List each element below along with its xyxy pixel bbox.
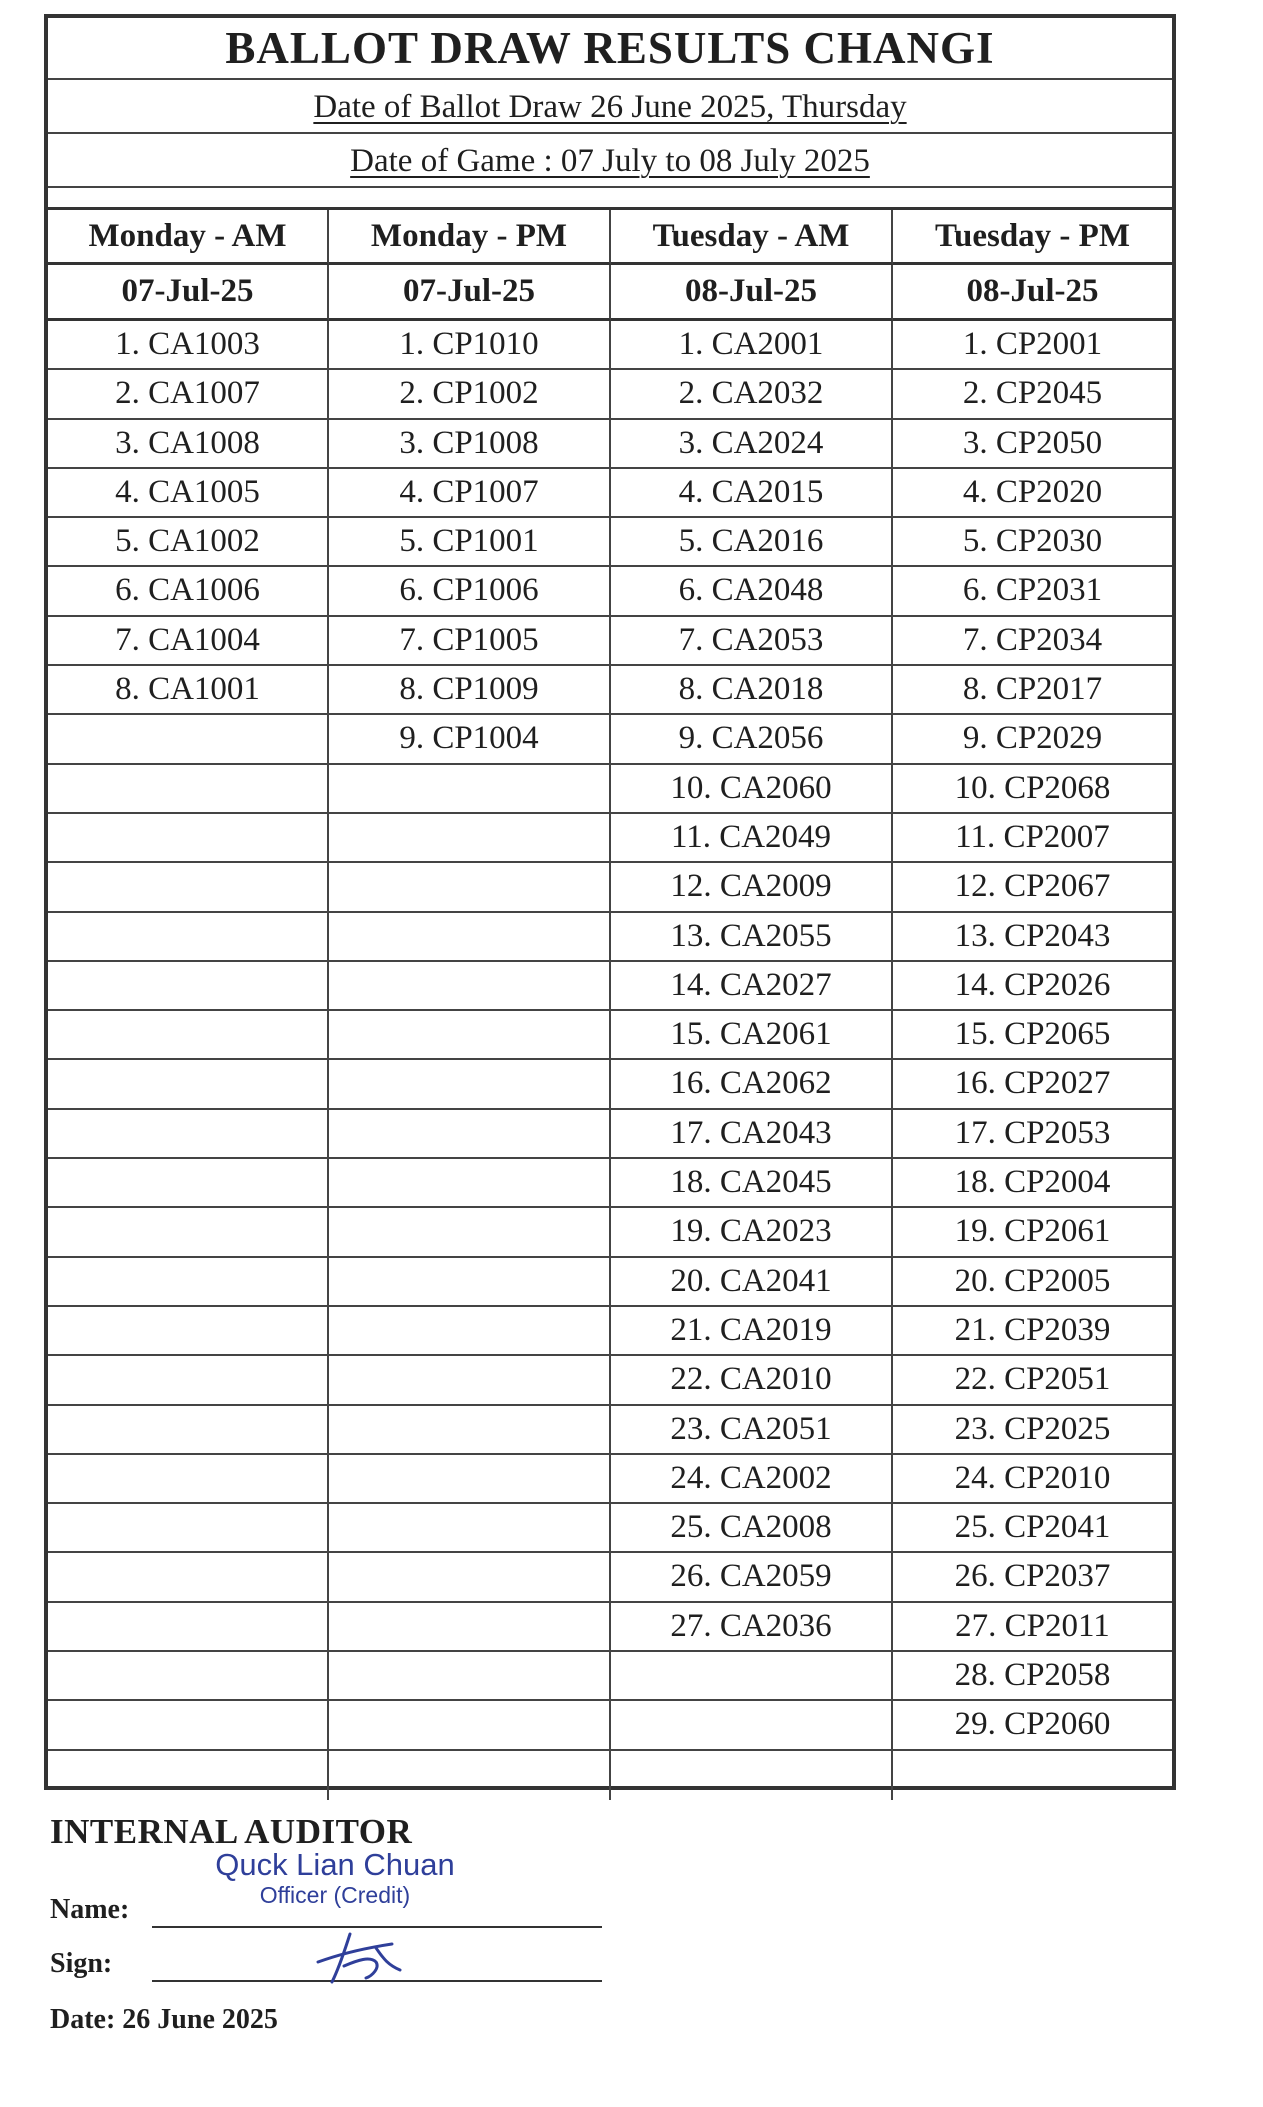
ballot-entry: 2. CA2032 bbox=[611, 370, 893, 419]
ballot-entry: 14. CP2026 bbox=[893, 962, 1172, 1011]
empty-cell bbox=[48, 1701, 329, 1750]
ballot-entry: 3. CA2024 bbox=[611, 420, 893, 469]
ballot-entry: 27. CP2011 bbox=[893, 1603, 1172, 1652]
ballot-entry: 26. CP2037 bbox=[893, 1553, 1172, 1602]
empty-cell bbox=[48, 1307, 329, 1356]
draw-date-row bbox=[48, 80, 1172, 134]
ballot-entry: 12. CA2009 bbox=[611, 863, 893, 912]
ballot-entry: 6. CA2048 bbox=[611, 567, 893, 616]
empty-cell bbox=[329, 962, 611, 1011]
ballot-entry: 3. CP1008 bbox=[329, 420, 611, 469]
ballot-entry: 17. CA2043 bbox=[611, 1110, 893, 1159]
empty-cell bbox=[329, 1751, 611, 1800]
empty-cell bbox=[329, 1553, 611, 1602]
ballot-entry: 3. CA1008 bbox=[48, 420, 329, 469]
empty-cell bbox=[329, 765, 611, 814]
empty-cell bbox=[611, 1652, 893, 1701]
ballot-entry: 7. CA2053 bbox=[611, 617, 893, 666]
ballot-entry: 16. CA2062 bbox=[611, 1060, 893, 1109]
ballot-entry: 6. CA1006 bbox=[48, 567, 329, 616]
ballot-entry: 18. CA2045 bbox=[611, 1159, 893, 1208]
ballot-entry: 24. CP2010 bbox=[893, 1455, 1172, 1504]
ballot-entry: 4. CA2015 bbox=[611, 469, 893, 518]
empty-cell bbox=[329, 814, 611, 863]
empty-cell bbox=[329, 1504, 611, 1553]
ballot-entry: 2. CP2045 bbox=[893, 370, 1172, 419]
empty-cell bbox=[611, 1751, 893, 1800]
empty-cell bbox=[329, 1208, 611, 1257]
ballot-entry: 22. CA2010 bbox=[611, 1356, 893, 1405]
ballot-entry: 29. CP2060 bbox=[893, 1701, 1172, 1750]
ballot-entry: 11. CA2049 bbox=[611, 814, 893, 863]
ballot-entry: 8. CP1009 bbox=[329, 666, 611, 715]
header-spacer-row bbox=[48, 188, 1172, 210]
session-header: Monday - AM bbox=[48, 210, 329, 265]
empty-cell bbox=[48, 1504, 329, 1553]
results-table bbox=[48, 210, 1172, 1800]
empty-cell bbox=[329, 913, 611, 962]
empty-cell bbox=[48, 1455, 329, 1504]
empty-cell bbox=[48, 715, 329, 764]
draw-date: Date of Ballot Draw 26 June 2025, Thursday bbox=[313, 89, 907, 125]
ballot-entry: 5. CP2030 bbox=[893, 518, 1172, 567]
session-header: Monday - PM bbox=[329, 210, 611, 265]
ballot-entry: 1. CP1010 bbox=[329, 321, 611, 370]
signoff-date: Date: 26 June 2025 bbox=[50, 2004, 278, 2035]
ballot-entry: 2. CP1002 bbox=[329, 370, 611, 419]
ballot-entry: 6. CP2031 bbox=[893, 567, 1172, 616]
empty-cell bbox=[329, 1652, 611, 1701]
ballot-entry: 11. CP2007 bbox=[893, 814, 1172, 863]
empty-cell bbox=[48, 1751, 329, 1800]
ballot-entry: 19. CP2061 bbox=[893, 1208, 1172, 1257]
empty-cell bbox=[48, 1011, 329, 1060]
ballot-entry: 21. CP2039 bbox=[893, 1307, 1172, 1356]
ballot-entry: 18. CP2004 bbox=[893, 1159, 1172, 1208]
document-title: BALLOT DRAW RESULTS CHANGI bbox=[48, 18, 1172, 80]
empty-cell bbox=[48, 913, 329, 962]
empty-cell bbox=[48, 1060, 329, 1109]
name-stamp bbox=[165, 1848, 505, 1908]
empty-cell bbox=[48, 1553, 329, 1602]
ballot-entry: 9. CP1004 bbox=[329, 715, 611, 764]
empty-cell bbox=[329, 1356, 611, 1405]
empty-cell bbox=[611, 1701, 893, 1750]
ballot-entry: 23. CP2025 bbox=[893, 1406, 1172, 1455]
ballot-entry: 7. CA1004 bbox=[48, 617, 329, 666]
ballot-entry: 7. CP1005 bbox=[329, 617, 611, 666]
name-label: Name: bbox=[50, 1894, 130, 1925]
ballot-entry: 4. CP2020 bbox=[893, 469, 1172, 518]
empty-cell bbox=[329, 1455, 611, 1504]
ballot-entry: 4. CP1007 bbox=[329, 469, 611, 518]
session-header: Tuesday - AM bbox=[611, 210, 893, 265]
empty-cell bbox=[48, 765, 329, 814]
ballot-entry: 21. CA2019 bbox=[611, 1307, 893, 1356]
ballot-entry: 9. CP2029 bbox=[893, 715, 1172, 764]
ballot-entry: 16. CP2027 bbox=[893, 1060, 1172, 1109]
ballot-entry: 12. CP2067 bbox=[893, 863, 1172, 912]
game-date-row bbox=[48, 134, 1172, 188]
ballot-entry: 3. CP2050 bbox=[893, 420, 1172, 469]
ballot-entry: 15. CA2061 bbox=[611, 1011, 893, 1060]
empty-cell bbox=[329, 863, 611, 912]
session-date: 08-Jul-25 bbox=[893, 265, 1172, 321]
ballot-entry: 5. CA2016 bbox=[611, 518, 893, 567]
ballot-entry: 9. CA2056 bbox=[611, 715, 893, 764]
session-date: 07-Jul-25 bbox=[329, 265, 611, 321]
ballot-entry: 20. CA2041 bbox=[611, 1258, 893, 1307]
empty-cell bbox=[48, 962, 329, 1011]
ballot-entry: 10. CA2060 bbox=[611, 765, 893, 814]
ballot-entry: 25. CA2008 bbox=[611, 1504, 893, 1553]
ballot-entry: 4. CA1005 bbox=[48, 469, 329, 518]
empty-cell bbox=[329, 1110, 611, 1159]
ballot-entry: 13. CA2055 bbox=[611, 913, 893, 962]
empty-cell bbox=[48, 814, 329, 863]
empty-cell bbox=[48, 1356, 329, 1405]
empty-cell bbox=[48, 1652, 329, 1701]
empty-cell bbox=[48, 1258, 329, 1307]
ballot-entry: 6. CP1006 bbox=[329, 567, 611, 616]
ballot-entry: 28. CP2058 bbox=[893, 1652, 1172, 1701]
ballot-entry: 15. CP2065 bbox=[893, 1011, 1172, 1060]
ballot-entry: 8. CP2017 bbox=[893, 666, 1172, 715]
ballot-entry: 17. CP2053 bbox=[893, 1110, 1172, 1159]
ballot-entry: 8. CA2018 bbox=[611, 666, 893, 715]
ballot-entry: 10. CP2068 bbox=[893, 765, 1172, 814]
ballot-entry: 19. CA2023 bbox=[611, 1208, 893, 1257]
empty-cell bbox=[48, 1406, 329, 1455]
ballot-entry: 14. CA2027 bbox=[611, 962, 893, 1011]
ballot-entry: 1. CA2001 bbox=[611, 321, 893, 370]
game-date: Date of Game : 07 July to 08 July 2025 bbox=[350, 143, 870, 179]
stamp-name: Quck Lian Chuan bbox=[215, 1847, 455, 1882]
ballot-entry: 5. CA1002 bbox=[48, 518, 329, 567]
empty-cell bbox=[893, 1751, 1172, 1800]
stamp-title: Officer (Credit) bbox=[259, 1882, 411, 1908]
ballot-entry: 1. CA1003 bbox=[48, 321, 329, 370]
ballot-entry: 8. CA1001 bbox=[48, 666, 329, 715]
ballot-results-sheet bbox=[44, 14, 1176, 1790]
handwritten-signature bbox=[310, 1926, 410, 1986]
ballot-entry: 7. CP2034 bbox=[893, 617, 1172, 666]
empty-cell bbox=[329, 1307, 611, 1356]
session-date: 08-Jul-25 bbox=[611, 265, 893, 321]
empty-cell bbox=[329, 1060, 611, 1109]
ballot-entry: 24. CA2002 bbox=[611, 1455, 893, 1504]
empty-cell bbox=[48, 1603, 329, 1652]
auditor-signoff bbox=[50, 1812, 610, 2042]
empty-cell bbox=[329, 1701, 611, 1750]
empty-cell bbox=[48, 1208, 329, 1257]
empty-cell bbox=[329, 1406, 611, 1455]
ballot-entry: 5. CP1001 bbox=[329, 518, 611, 567]
empty-cell bbox=[329, 1011, 611, 1060]
session-header: Tuesday - PM bbox=[893, 210, 1172, 265]
ballot-entry: 23. CA2051 bbox=[611, 1406, 893, 1455]
ballot-entry: 1. CP2001 bbox=[893, 321, 1172, 370]
ballot-entry: 27. CA2036 bbox=[611, 1603, 893, 1652]
empty-cell bbox=[48, 1159, 329, 1208]
sign-label: Sign: bbox=[50, 1948, 113, 1979]
empty-cell bbox=[48, 863, 329, 912]
ballot-entry: 20. CP2005 bbox=[893, 1258, 1172, 1307]
auditor-heading: INTERNAL AUDITOR bbox=[50, 1812, 413, 1851]
session-date: 07-Jul-25 bbox=[48, 265, 329, 321]
empty-cell bbox=[329, 1603, 611, 1652]
ballot-entry: 25. CP2041 bbox=[893, 1504, 1172, 1553]
ballot-entry: 22. CP2051 bbox=[893, 1356, 1172, 1405]
empty-cell bbox=[48, 1110, 329, 1159]
ballot-entry: 2. CA1007 bbox=[48, 370, 329, 419]
ballot-entry: 26. CA2059 bbox=[611, 1553, 893, 1602]
ballot-entry: 13. CP2043 bbox=[893, 913, 1172, 962]
empty-cell bbox=[329, 1159, 611, 1208]
empty-cell bbox=[329, 1258, 611, 1307]
